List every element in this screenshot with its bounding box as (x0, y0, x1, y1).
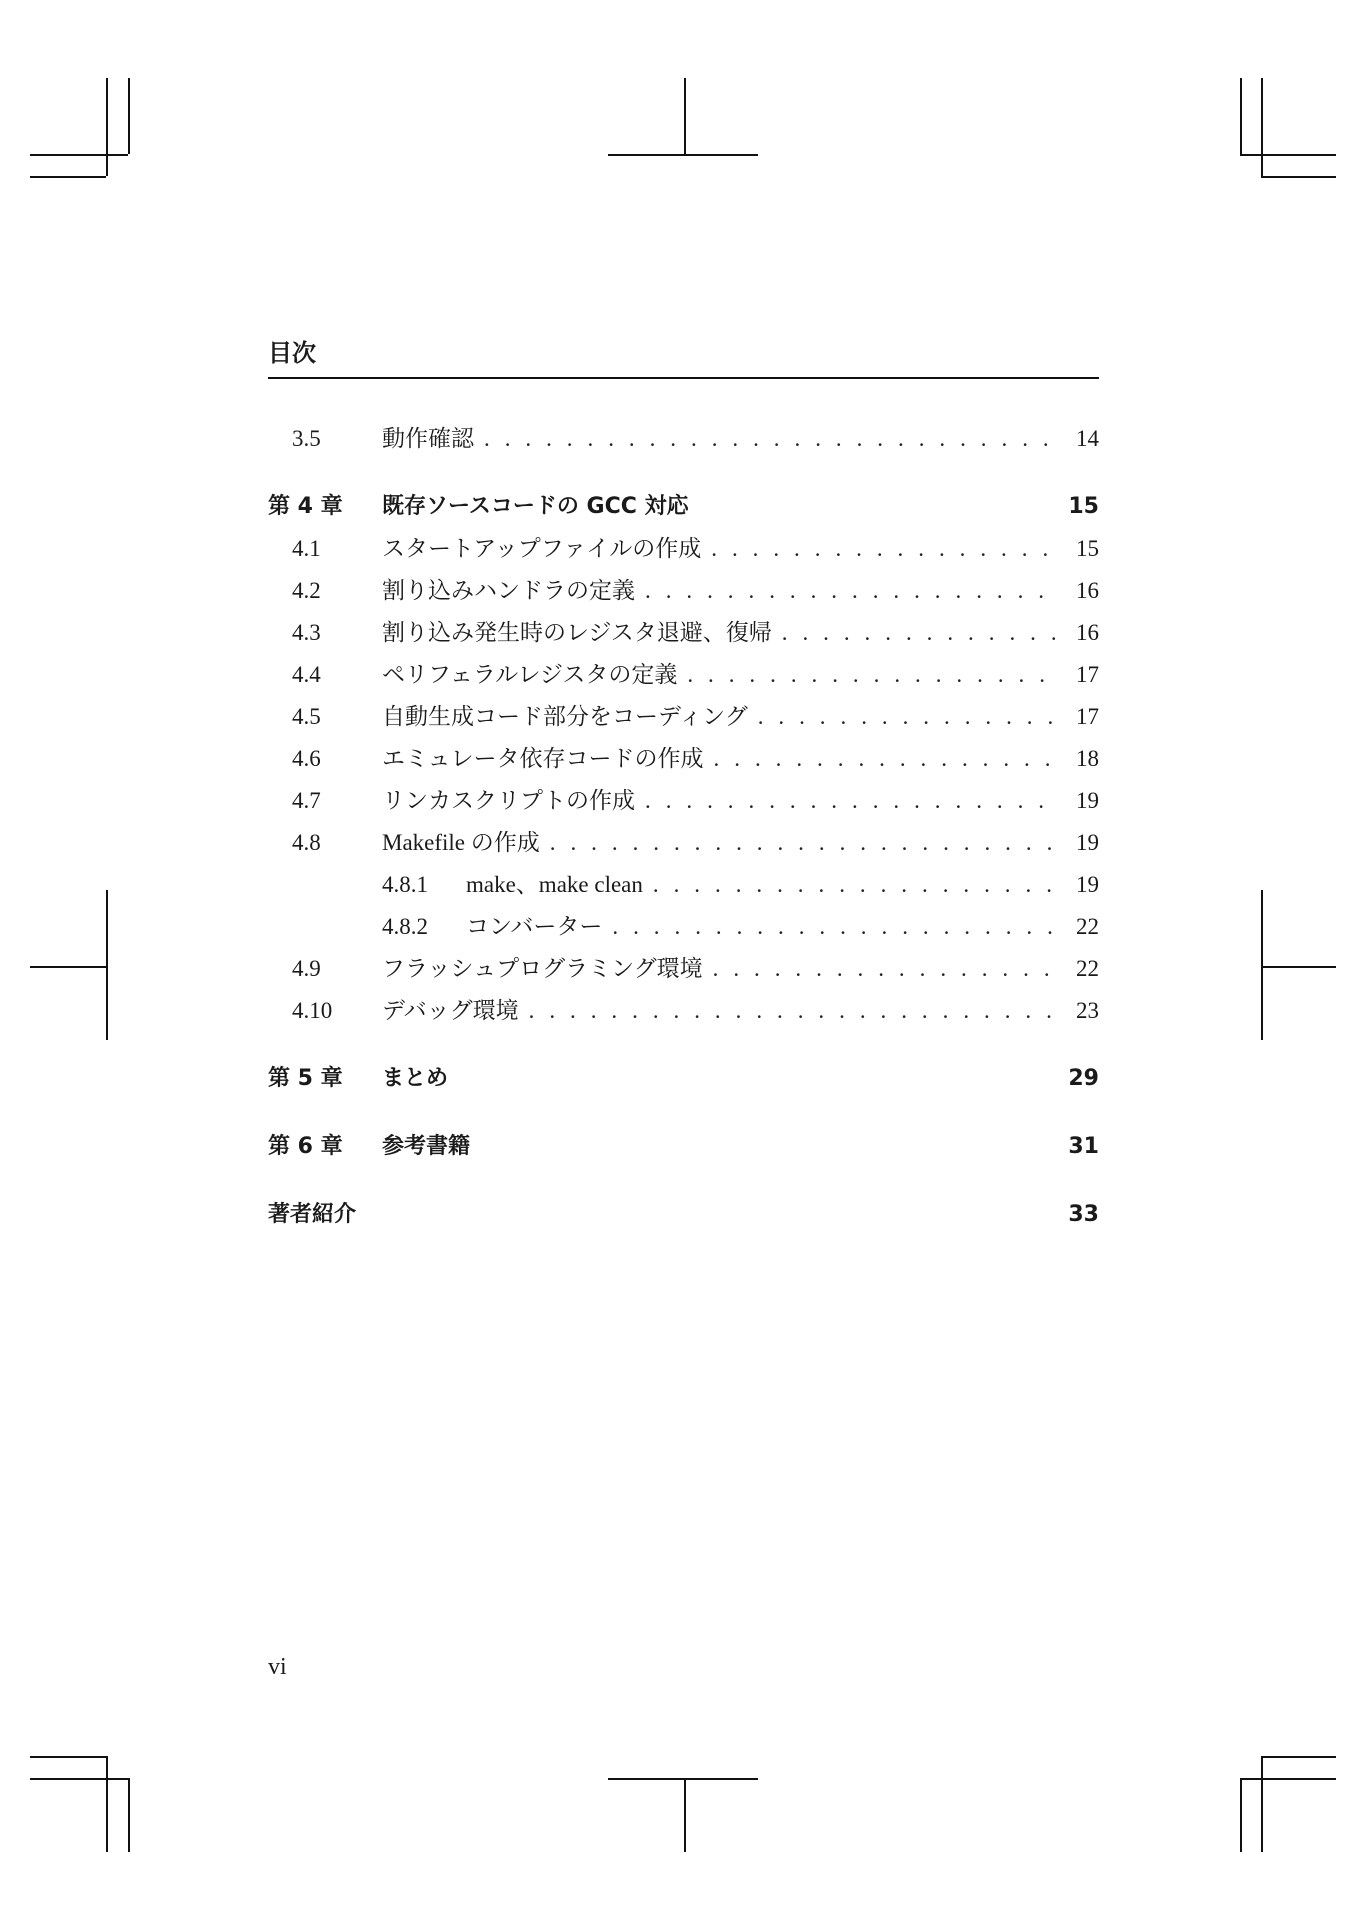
dot-leader (782, 618, 1057, 648)
crop-mark (1240, 1778, 1336, 1780)
toc-chapter-number: 第 4 章 (268, 494, 343, 519)
toc-chapter[interactable] (268, 1200, 1099, 1230)
toc-entry-number: 4.4 (292, 662, 321, 687)
crop-mark (1261, 890, 1263, 1040)
toc-entry-number: 4.8.2 (382, 914, 428, 939)
toc-entry-title: リンカスクリプトの作成 (382, 788, 635, 813)
toc-entry-page: 19 (1076, 830, 1099, 855)
toc-chapter[interactable] (268, 1064, 1099, 1094)
toc-entry-title: 割り込み発生時のレジスタ退避、復帰 (382, 620, 772, 645)
toc-chapter[interactable] (268, 1132, 1099, 1162)
toc-entry-title: フラッシュプログラミング環境 (382, 956, 703, 981)
dot-leader (550, 828, 1057, 858)
toc-entry[interactable] (268, 828, 1099, 858)
toc-entry-number: 4.1 (292, 536, 321, 561)
toc-entry[interactable] (268, 744, 1099, 774)
dot-leader (713, 954, 1057, 984)
toc-entry-title: make、make clean (466, 872, 643, 897)
toc-entry[interactable] (268, 534, 1099, 564)
toc-entry-number: 4.6 (292, 746, 321, 771)
toc-entry-title: スタートアップファイルの作成 (382, 536, 702, 561)
crop-mark (128, 78, 130, 154)
toc-entry-page: 22 (1076, 956, 1099, 981)
toc-entry-title: デバッグ環境 (382, 998, 519, 1023)
crop-mark (1261, 78, 1263, 176)
toc-chapter-page: 33 (1068, 1202, 1099, 1227)
crop-mark (1261, 1756, 1263, 1852)
toc-entry-title: 動作確認 (382, 426, 474, 451)
page-number: vi (268, 1654, 287, 1680)
crop-mark (30, 966, 106, 968)
crop-mark (30, 176, 106, 178)
dot-leader (711, 534, 1057, 564)
dot-leader (758, 702, 1057, 732)
toc-entry-page: 15 (1076, 536, 1099, 561)
toc-chapter-page: 31 (1068, 1134, 1099, 1159)
dot-leader (714, 744, 1057, 774)
crop-mark (608, 1778, 758, 1780)
toc-entry-title: エミュレータ依存コードの作成 (382, 746, 704, 771)
toc-entry-number: 4.3 (292, 620, 321, 645)
toc-entry-title: コンバーター (466, 914, 603, 939)
toc-entry-title: 自動生成コード部分をコーディング (382, 704, 748, 729)
toc-entry[interactable] (268, 576, 1099, 606)
toc-entry-title: Makefile の作成 (382, 830, 540, 855)
toc-chapter[interactable] (268, 492, 1099, 522)
toc-entry[interactable] (268, 424, 1099, 454)
toc-subentry[interactable] (268, 912, 1099, 942)
toc-chapter-title: 既存ソースコードの GCC 対応 (382, 494, 689, 519)
dot-leader (645, 576, 1057, 606)
toc-entry-number: 4.5 (292, 704, 321, 729)
toc-subentry[interactable] (268, 870, 1099, 900)
crop-mark (106, 1756, 108, 1852)
toc-entry-page: 17 (1076, 662, 1099, 687)
crop-mark (106, 78, 108, 176)
crop-mark (30, 154, 128, 156)
toc-entry-page: 16 (1076, 620, 1099, 645)
toc-entry-page: 17 (1076, 704, 1099, 729)
dot-leader (687, 660, 1057, 690)
crop-mark (106, 890, 108, 1040)
toc-entry-title: ペリフェラルレジスタの定義 (382, 662, 678, 687)
crop-mark (1261, 176, 1336, 178)
header-rule (268, 377, 1099, 379)
toc-entry-number: 3.5 (292, 426, 321, 451)
toc-chapter-title: 参考書籍 (382, 1134, 471, 1159)
toc-entry[interactable] (268, 702, 1099, 732)
toc-entry[interactable] (268, 660, 1099, 690)
toc-entry[interactable] (268, 954, 1099, 984)
dot-leader (653, 870, 1057, 900)
toc-entry[interactable] (268, 786, 1099, 816)
crop-mark (1261, 1756, 1336, 1758)
toc-entry-page: 18 (1076, 746, 1099, 771)
toc-entry-page: 16 (1076, 578, 1099, 603)
crop-mark (1240, 154, 1336, 156)
toc-entry-number: 4.7 (292, 788, 321, 813)
toc-chapter-title: まとめ (382, 1066, 449, 1091)
toc-entry-page: 19 (1076, 872, 1099, 897)
running-header: 目次 (268, 339, 316, 367)
crop-mark (128, 1778, 130, 1852)
toc-entry-title: 割り込みハンドラの定義 (382, 578, 635, 603)
crop-mark (684, 78, 686, 154)
toc-chapter-number: 第 6 章 (268, 1134, 343, 1159)
toc-entry-number: 4.9 (292, 956, 321, 981)
toc-entry[interactable] (268, 996, 1099, 1026)
toc-entry-page: 19 (1076, 788, 1099, 813)
crop-mark (1240, 1778, 1242, 1852)
crop-mark (30, 1756, 106, 1758)
crop-mark (684, 1778, 686, 1852)
toc-chapter-page: 15 (1068, 494, 1099, 519)
dot-leader (645, 786, 1057, 816)
toc-chapter-page: 29 (1068, 1066, 1099, 1091)
toc-entry[interactable] (268, 618, 1099, 648)
crop-mark (1261, 966, 1336, 968)
toc-chapter-title: 著者紹介 (268, 1202, 357, 1227)
dot-leader (529, 996, 1057, 1026)
toc-entry-number: 4.8 (292, 830, 321, 855)
dot-leader (612, 912, 1057, 942)
toc-entry-number: 4.10 (292, 998, 333, 1023)
crop-mark (30, 1778, 128, 1780)
toc-entry-page: 22 (1076, 914, 1099, 939)
toc-chapter-number: 第 5 章 (268, 1066, 343, 1091)
toc-entry-page: 23 (1076, 998, 1099, 1023)
dot-leader (484, 424, 1057, 454)
crop-mark (1240, 78, 1242, 154)
crop-mark (608, 154, 758, 156)
toc-entry-number: 4.2 (292, 578, 321, 603)
toc-entry-page: 14 (1076, 426, 1099, 451)
toc-entry-number: 4.8.1 (382, 872, 428, 897)
